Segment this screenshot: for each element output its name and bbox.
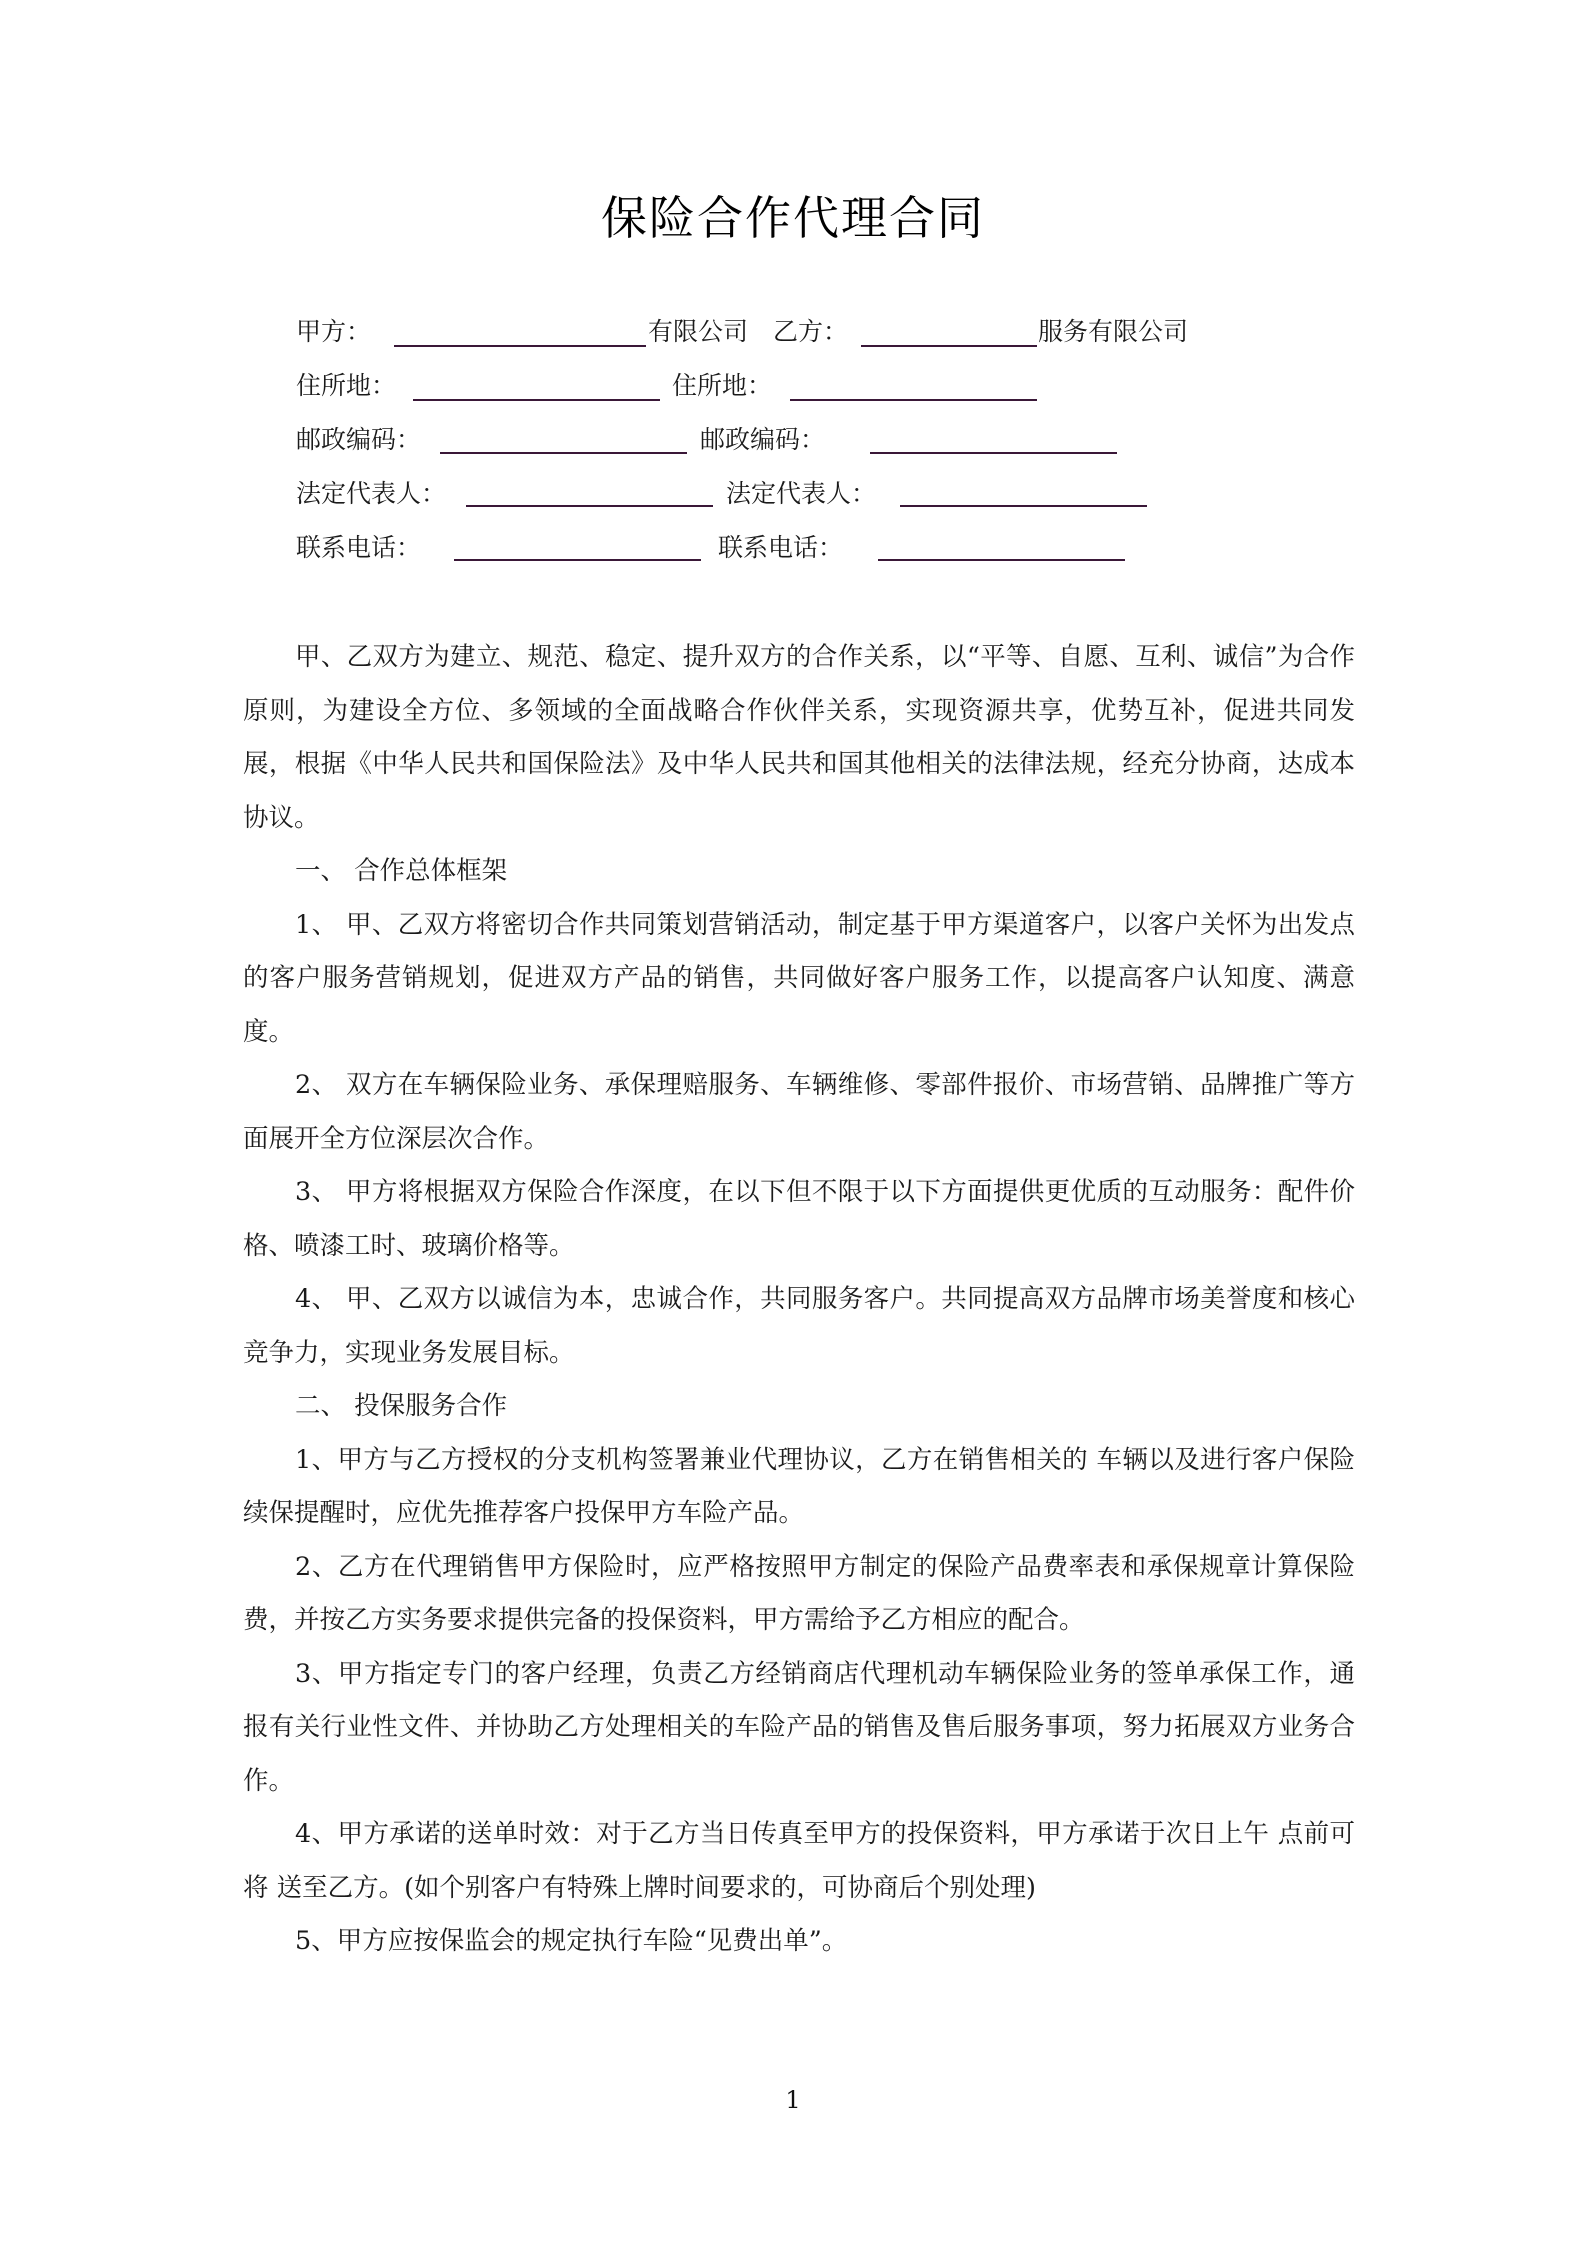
party-a-name-blank[interactable]: [394, 345, 646, 347]
party-b-suffix: 服务有限公司: [1038, 317, 1189, 346]
clause-paragraph: 5、甲方应按保监会的规定执行车险“见费出单”。: [295, 1926, 848, 1956]
contract-body: [243, 631, 1355, 1969]
clause-paragraph: 4、 甲、乙双方以诚信为本，忠诚合作，共同服务客户。共同提高双方品牌市场美誉度和核心竞争力，实现业务发展目标。: [243, 1284, 1355, 1368]
party-b-phone-label: 联系电话：: [718, 533, 844, 562]
party-a-phone-blank[interactable]: [454, 559, 701, 561]
party-a-phone-label: 联系电话：: [296, 533, 422, 562]
party-b-label: 乙方：: [773, 317, 849, 346]
clause-paragraph: 2、 双方在车辆保险业务、承保理赔服务、车辆维修、零部件报价、市场营销、品牌推广等方面展开全方位深层次合作。: [243, 1070, 1355, 1154]
party-b-legal-rep-label: 法定代表人：: [726, 479, 877, 508]
section-heading: 一、 合作总体框架: [295, 856, 508, 886]
party-a-address-blank[interactable]: [413, 399, 660, 401]
party-b-address-blank[interactable]: [790, 399, 1037, 401]
party-b-address-label: 住所地：: [672, 371, 773, 400]
party-b-phone-blank[interactable]: [878, 559, 1125, 561]
party-a-postcode-label: 邮政编码：: [296, 425, 422, 454]
section-heading: 二、 投保服务合作: [295, 1391, 508, 1421]
clause-paragraph: 1、甲方与乙方授权的分支机构签署兼业代理协议，乙方在销售相关的 车辆以及进行客户保险续保提醒时，应优先推荐客户投保甲方车险产品。: [243, 1444, 1355, 1528]
party-a-suffix: 有限公司: [648, 317, 749, 346]
party-b-legal-rep-blank[interactable]: [900, 505, 1147, 507]
clause-paragraph: 2、乙方在代理销售甲方保险时，应严格按照甲方制定的保险产品费率表和承保规章计算保险费，并按乙方实务要求提供完备的投保资料，甲方需给予乙方相应的配合。: [243, 1551, 1355, 1635]
clause-paragraph: 3、甲方指定专门的客户经理，负责乙方经销商店代理机动车辆保险业务的签单承保工作，通报有关行业性文件、并协助乙方处理相关的车险产品的销售及售后服务事项，努力拓展双方业务合作。: [243, 1658, 1355, 1796]
clause-paragraph: 4、甲方承诺的送单时效：对于乙方当日传真至甲方的投保资料，甲方承诺于次日上午 点前可将 送至乙方。(如个别客户有特殊上牌时间要求的，可协商后个别处理): [243, 1819, 1355, 1903]
clause-paragraph: 3、 甲方将根据双方保险合作深度，在以下但不限于以下方面提供更优质的互动服务：配件价格、喷漆工时、玻璃价格等。: [243, 1177, 1355, 1261]
document-title: 保险合作代理合同: [601, 191, 985, 245]
party-a-legal-rep-blank[interactable]: [466, 505, 713, 507]
party-a-legal-rep-label: 法定代表人：: [296, 479, 447, 508]
page-number: 1: [785, 2086, 801, 2114]
clause-paragraph: 1、 甲、乙双方将密切合作共同策划营销活动，制定基于甲方渠道客户，以客户关怀为出发点的客户服务营销规划，促进双方产品的销售，共同做好客户服务工作，以提高客户认知度、满意度。: [243, 909, 1355, 1047]
party-b-name-blank[interactable]: [861, 345, 1037, 347]
party-b-postcode-blank[interactable]: [870, 452, 1117, 454]
preamble-paragraph: 甲、乙双方为建立、规范、稳定、提升双方的合作关系，以“平等、自愿、互利、诚信”为合作原则，为建设全方位、多领域的全面战略合作伙伴关系，实现资源共享，优势互补，促进共同发展，根据《中华人民共和国保险法》及中华人民共和国其他相关的法律法规，经充分协商，达成本协议。: [243, 642, 1355, 833]
party-a-label: 甲方：: [296, 317, 372, 346]
party-a-address-label: 住所地：: [296, 371, 397, 400]
party-b-postcode-label: 邮政编码：: [700, 425, 826, 454]
party-a-postcode-blank[interactable]: [440, 452, 687, 454]
